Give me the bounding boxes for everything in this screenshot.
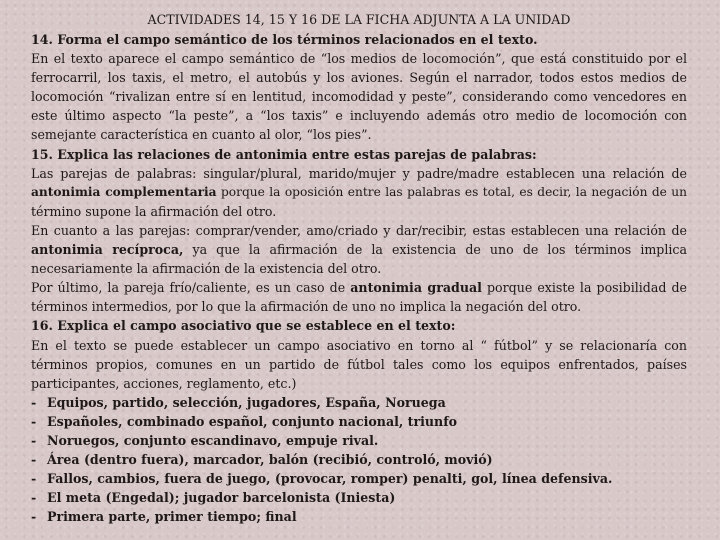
list-item [31,450,687,469]
list-item [31,507,687,526]
list-dash: - [31,394,37,410]
q14-text-line-1: En el texto aparece el campo semántico de “los medios de locomoción”, que está constituido por el [31,51,687,67]
list-item-text: Primera parte, primer tiempo; final [47,509,297,525]
q14-text-line-3: locomoción “rivalizan entre sí en lentitud, incomodidad y peste”, considerando como vencedores en [31,89,687,105]
q16-text-line-3: participantes, acciones, reglamento, etc.) [31,375,297,391]
term-antonimia-complementaria: antonimia complementaria [31,184,217,199]
q15-p2-line-3: necesariamente la afirmación de la existencia del otro. [31,261,382,277]
list-item-text: Equipos, partido, selección, jugadores, España, Noruega [47,394,446,410]
q16-text-line-1: En el texto se puede establecer un campo asociativo en torno al “ fútbol” y se relacionaría con [31,337,687,353]
list-dash: - [31,471,37,487]
list-dash: - [31,490,37,506]
list-item [31,393,687,412]
question-15-heading: 15. Explica las relaciones de antonimia entre estas parejas de palabras: [31,146,537,162]
list-dash: - [31,509,37,525]
q15-p3-line-1-post: porque existe la posibilidad de [481,280,687,296]
q15-p3-line-1 [31,278,687,297]
list-item-text: Noruegos, conjunto escandinavo, empuje rival. [47,432,379,448]
q15-p1-line-1: Las parejas de palabras: singular/plural, marido/mujer y padre/madre establecen una relación de [31,165,687,181]
q14-text-line-5: semejante característica en cuanto al olor, “los pies”. [31,127,372,143]
list-dash: - [31,432,37,448]
q15-p1-line-3: término supone la afirmación del otro. [31,203,277,219]
term-antonimia-reciproca: antonimia recíproca, [31,242,184,258]
list-item [31,412,687,431]
list-item [31,469,687,488]
question-14-heading: 14. Forma el campo semántico de los términos relacionados en el texto. [31,32,538,47]
q15-p3-line-1-pre: Por último, la pareja frío/caliente, es un caso de [31,280,351,296]
list-item-text: Área (dentro fuera), marcador, balón (recibió, controló, movió) [47,452,493,468]
q15-p1-line-2 [31,183,687,202]
q15-p3-line-2: términos intermedios, por lo que la afirmación de uno no implica la negación del otro. [31,299,582,315]
list-item-text: Fallos, cambios, fuera de juego, (provocar, romper) penalti, gol, línea defensiva. [47,471,613,487]
page-title: ACTIVIDADES 14, 15 Y 16 DE LA FICHA ADJUNTA A LA UNIDAD [147,12,571,27]
q14-text-line-2: ferrocarril, los taxis, el metro, el autobús y los aviones. Según el narrador, todos estos medios de [31,70,687,86]
q15-p2-line-2 [31,240,687,259]
term-antonimia-gradual: antonimia gradual [350,280,482,296]
q15-p2-line-2-rest: ya que la afirmación de la existencia de uno de los términos implica [183,242,687,258]
q15-p2-line-1: En cuanto a las parejas: comprar/vender, amo/criado y dar/recibir, estas establecen una relación de [31,222,687,238]
q14-text-line-4: este último aspecto “la peste”, a “los taxis” e incluyendo además otro medio de locomoción con [31,108,687,124]
list-dash: - [31,452,37,468]
q15-p1-line-2-rest: porque la oposición entre las palabras es total, es decir, la negación de un [216,184,687,199]
list-dash: - [31,413,37,429]
list-item [31,488,687,507]
list-item-text: Españoles, combinado español, conjunto nacional, triunfo [47,413,458,429]
list-item-text: El meta (Engedal); jugador barcelonista (Iniesta) [47,490,396,506]
q16-text-line-2: términos propios, comunes en un partido de fútbol tales como los equipos enfrentados, países [31,356,687,372]
list-item [31,431,687,450]
question-16-heading: 16. Explica el campo asociativo que se establece en el texto: [31,318,456,334]
